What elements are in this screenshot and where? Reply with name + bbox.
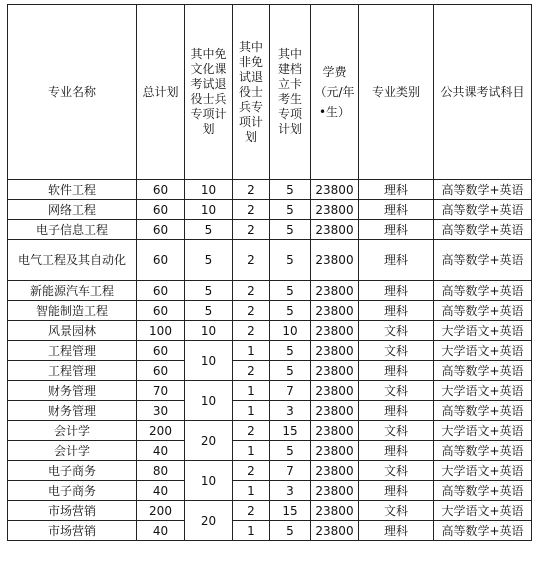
- cell-name: 智能制造工程: [8, 301, 137, 321]
- cell-tuition: 23800: [311, 180, 359, 200]
- cell-name: 会计学: [8, 421, 137, 441]
- cell-poverty: 3: [270, 481, 311, 501]
- cell-poverty: 7: [270, 461, 311, 481]
- table-row: [8, 321, 532, 341]
- cell-name: 电气工程及其自动化: [8, 240, 137, 281]
- cell-cultural-merged: 10: [185, 341, 233, 381]
- cell-category: 理科: [359, 281, 434, 301]
- cell-tuition: 23800: [311, 341, 359, 361]
- cell-poverty: 5: [270, 281, 311, 301]
- cell-tuition: 23800: [311, 441, 359, 461]
- cell-total: 60: [137, 361, 185, 381]
- cell-exam: 高等数学+英语: [434, 240, 532, 281]
- cell-tuition: 23800: [311, 521, 359, 541]
- cell-poverty: 5: [270, 240, 311, 281]
- cell-total: 40: [137, 521, 185, 541]
- cell-tuition: 23800: [311, 220, 359, 240]
- header-total: 总计划: [137, 5, 185, 180]
- cell-category: 理科: [359, 361, 434, 381]
- cell-name: 电子商务: [8, 461, 137, 481]
- cell-non-exempt: 1: [233, 441, 270, 461]
- table-row: [8, 281, 532, 301]
- cell-name: 会计学: [8, 441, 137, 461]
- cell-total: 60: [137, 240, 185, 281]
- table-row: [8, 481, 532, 501]
- cell-cultural-merged: 20: [185, 421, 233, 461]
- cell-category: 理科: [359, 200, 434, 220]
- cell-non-exempt: 2: [233, 220, 270, 240]
- cell-name: 网络工程: [8, 200, 137, 220]
- cell-name: 风景园林: [8, 321, 137, 341]
- table-row: [8, 180, 532, 200]
- cell-total: 60: [137, 180, 185, 200]
- cell-total: 200: [137, 421, 185, 441]
- cell-exam: 高等数学+英语: [434, 200, 532, 220]
- cell-cultural: 10: [185, 321, 233, 341]
- cell-exam: 高等数学+英语: [434, 180, 532, 200]
- table-row: [8, 200, 532, 220]
- cell-exam: 大学语文+英语: [434, 321, 532, 341]
- cell-poverty: 5: [270, 180, 311, 200]
- cell-name: 电子商务: [8, 481, 137, 501]
- table-row: [8, 381, 532, 401]
- cell-tuition: 23800: [311, 481, 359, 501]
- cell-category: 理科: [359, 301, 434, 321]
- cell-poverty: 5: [270, 341, 311, 361]
- cell-cultural: 10: [185, 200, 233, 220]
- cell-category: 理科: [359, 521, 434, 541]
- cell-exam: 高等数学+英语: [434, 481, 532, 501]
- cell-name: 软件工程: [8, 180, 137, 200]
- cell-name: 工程管理: [8, 361, 137, 381]
- cell-exam: 高等数学+英语: [434, 281, 532, 301]
- table-row: [8, 421, 532, 441]
- cell-tuition: 23800: [311, 461, 359, 481]
- cell-category: 理科: [359, 240, 434, 281]
- cell-category: 理科: [359, 180, 434, 200]
- cell-cultural-merged: 10: [185, 381, 233, 421]
- enrollment-plan-table: [7, 4, 532, 541]
- cell-name: 财务管理: [8, 381, 137, 401]
- cell-cultural: 5: [185, 281, 233, 301]
- cell-tuition: 23800: [311, 401, 359, 421]
- cell-poverty: 5: [270, 220, 311, 240]
- cell-non-exempt: 2: [233, 180, 270, 200]
- header-tuition: 学费（元/年•生）: [311, 5, 359, 180]
- cell-tuition: 23800: [311, 240, 359, 281]
- cell-category: 文科: [359, 341, 434, 361]
- table-row: [8, 501, 532, 521]
- header-name: 专业名称: [8, 5, 137, 180]
- cell-exam: 大学语文+英语: [434, 381, 532, 401]
- cell-name: 电子信息工程: [8, 220, 137, 240]
- cell-exam: 大学语文+英语: [434, 421, 532, 441]
- cell-total: 60: [137, 200, 185, 220]
- cell-exam: 高等数学+英语: [434, 401, 532, 421]
- cell-total: 40: [137, 441, 185, 461]
- cell-poverty: 15: [270, 501, 311, 521]
- cell-exam: 高等数学+英语: [434, 301, 532, 321]
- cell-tuition: 23800: [311, 281, 359, 301]
- cell-non-exempt: 2: [233, 200, 270, 220]
- cell-cultural-merged: 10: [185, 461, 233, 501]
- cell-poverty: 10: [270, 321, 311, 341]
- cell-poverty: 15: [270, 421, 311, 441]
- cell-exam: 高等数学+英语: [434, 361, 532, 381]
- cell-name: 财务管理: [8, 401, 137, 421]
- cell-tuition: 23800: [311, 200, 359, 220]
- cell-non-exempt: 2: [233, 321, 270, 341]
- enrollment-plan-table-container: [7, 4, 531, 541]
- cell-cultural: 5: [185, 220, 233, 240]
- table-row: [8, 361, 532, 381]
- header-poverty: 其中建档立卡考生专项计划: [270, 5, 311, 180]
- cell-category: 文科: [359, 421, 434, 441]
- cell-non-exempt: 2: [233, 301, 270, 321]
- cell-tuition: 23800: [311, 361, 359, 381]
- header-row: [8, 5, 532, 180]
- cell-poverty: 3: [270, 401, 311, 421]
- cell-exam: 大学语文+英语: [434, 501, 532, 521]
- cell-total: 30: [137, 401, 185, 421]
- cell-poverty: 5: [270, 301, 311, 321]
- cell-non-exempt: 2: [233, 461, 270, 481]
- cell-non-exempt: 2: [233, 501, 270, 521]
- cell-total: 70: [137, 381, 185, 401]
- header-exam: 公共课考试科目: [434, 5, 532, 180]
- cell-exam: 大学语文+英语: [434, 341, 532, 361]
- cell-non-exempt: 2: [233, 281, 270, 301]
- cell-non-exempt: 1: [233, 401, 270, 421]
- cell-category: 理科: [359, 441, 434, 461]
- cell-tuition: 23800: [311, 301, 359, 321]
- cell-poverty: 5: [270, 441, 311, 461]
- cell-tuition: 23800: [311, 321, 359, 341]
- cell-category: 文科: [359, 321, 434, 341]
- cell-non-exempt: 1: [233, 381, 270, 401]
- cell-name: 工程管理: [8, 341, 137, 361]
- cell-cultural: 5: [185, 240, 233, 281]
- cell-poverty: 5: [270, 200, 311, 220]
- cell-category: 理科: [359, 401, 434, 421]
- cell-total: 60: [137, 220, 185, 240]
- cell-exam: 大学语文+英语: [434, 461, 532, 481]
- cell-non-exempt: 2: [233, 421, 270, 441]
- cell-exam: 高等数学+英语: [434, 220, 532, 240]
- cell-non-exempt: 2: [233, 240, 270, 281]
- cell-cultural: 5: [185, 301, 233, 321]
- cell-non-exempt: 2: [233, 361, 270, 381]
- cell-cultural: 10: [185, 180, 233, 200]
- cell-poverty: 7: [270, 381, 311, 401]
- cell-name: 市场营销: [8, 521, 137, 541]
- cell-category: 理科: [359, 220, 434, 240]
- cell-non-exempt: 1: [233, 481, 270, 501]
- table-row: [8, 441, 532, 461]
- cell-total: 60: [137, 281, 185, 301]
- table-row: [8, 341, 532, 361]
- cell-total: 200: [137, 501, 185, 521]
- cell-poverty: 5: [270, 361, 311, 381]
- table-row: [8, 220, 532, 240]
- cell-exam: 高等数学+英语: [434, 441, 532, 461]
- cell-category: 文科: [359, 461, 434, 481]
- cell-tuition: 23800: [311, 421, 359, 441]
- cell-non-exempt: 1: [233, 521, 270, 541]
- cell-category: 文科: [359, 501, 434, 521]
- cell-tuition: 23800: [311, 381, 359, 401]
- header-category: 专业类别: [359, 5, 434, 180]
- cell-exam: 高等数学+英语: [434, 521, 532, 541]
- cell-total: 60: [137, 301, 185, 321]
- table-row: [8, 521, 532, 541]
- table-row: [8, 301, 532, 321]
- cell-category: 理科: [359, 481, 434, 501]
- cell-category: 文科: [359, 381, 434, 401]
- cell-name: 新能源汽车工程: [8, 281, 137, 301]
- cell-name: 市场营销: [8, 501, 137, 521]
- cell-total: 80: [137, 461, 185, 481]
- table-row: [8, 401, 532, 421]
- table-row: [8, 461, 532, 481]
- header-non-exempt: 其中非免试退役士兵专项计划: [233, 5, 270, 180]
- table-row: [8, 240, 532, 281]
- header-cultural-exempt: 其中免文化课考试退役士兵专项计划: [185, 5, 233, 180]
- cell-tuition: 23800: [311, 501, 359, 521]
- cell-poverty: 5: [270, 521, 311, 541]
- cell-cultural-merged: 20: [185, 501, 233, 541]
- cell-total: 40: [137, 481, 185, 501]
- cell-total: 100: [137, 321, 185, 341]
- cell-non-exempt: 1: [233, 341, 270, 361]
- cell-total: 60: [137, 341, 185, 361]
